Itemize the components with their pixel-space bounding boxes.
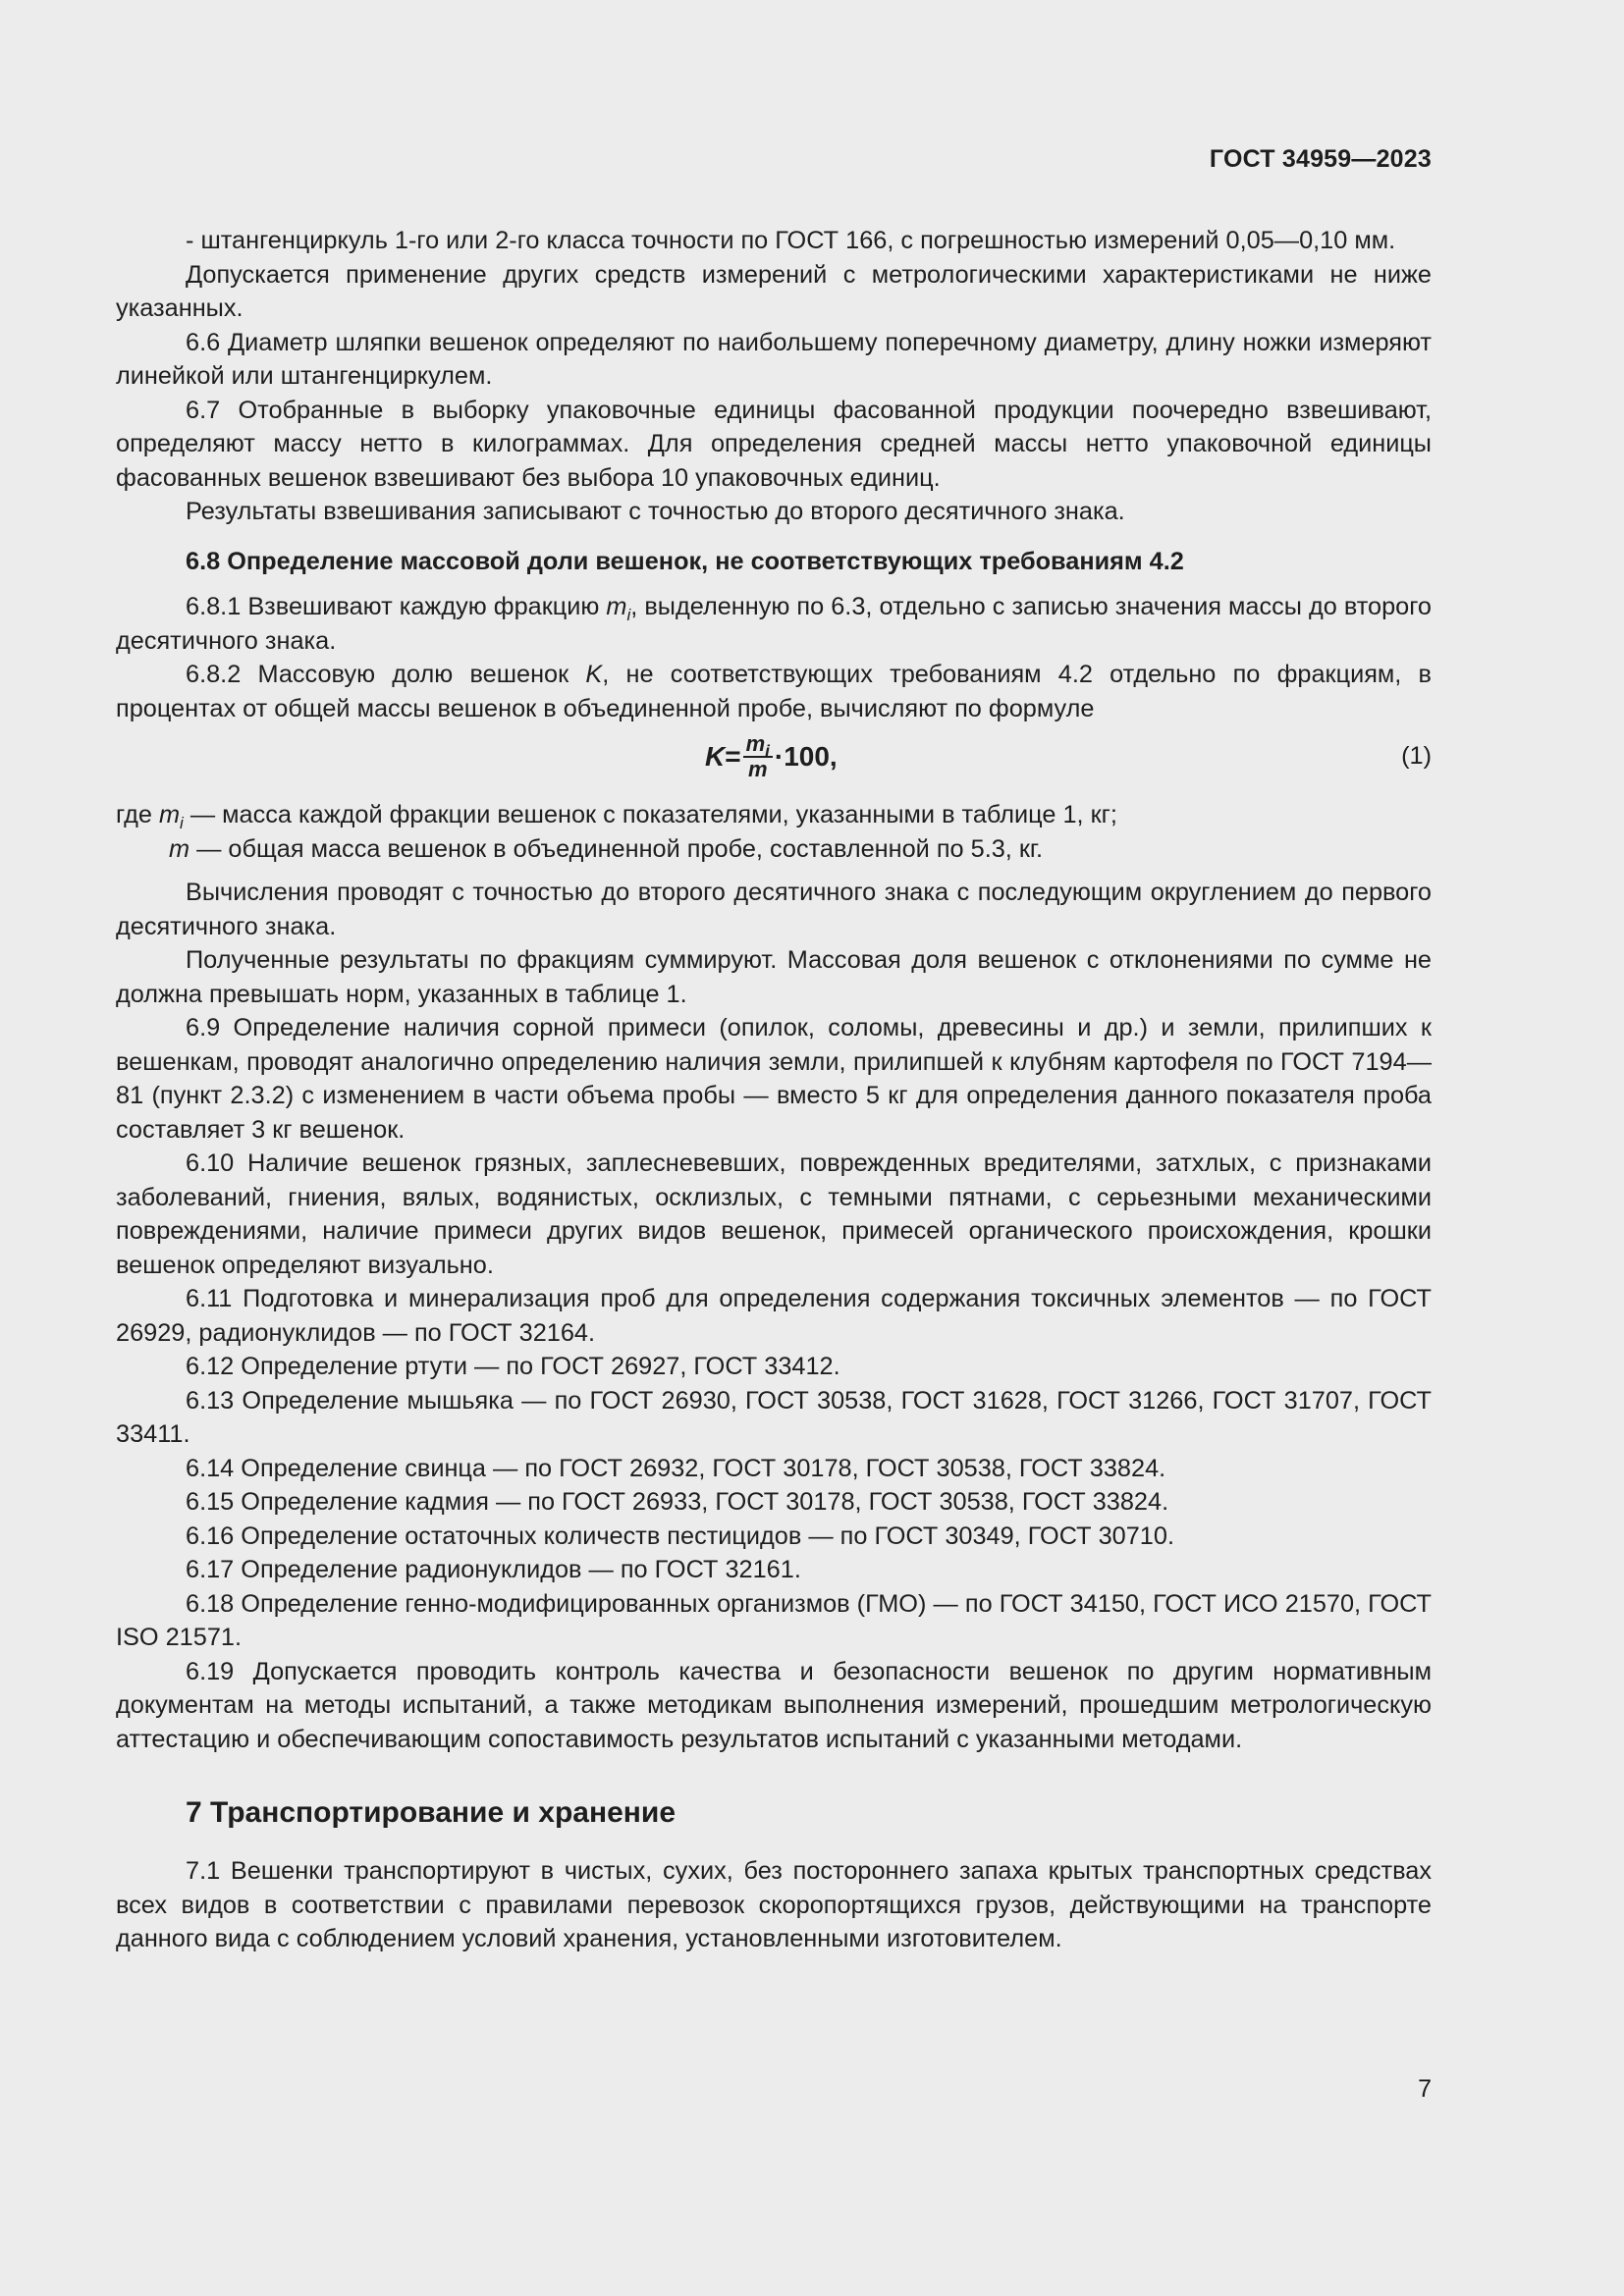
paragraph-6-7: 6.7 Отобранные в выборку упаковочные единицы фасованной продукции поочередно взвешивают, определяют массу нетто в килограммах. Для определения средней массы нетто упаковочной единицы фасованных вешенок взвешивают без выбора 10 упаковочных единиц. — [116, 396, 1432, 492]
formula: K = $\frac{m_i}{m}$ ·100, — [705, 731, 838, 781]
paragraph-6-13: 6.13 Определение мышьяка — по ГОСТ 26930, ГОСТ 30538, ГОСТ 31628, ГОСТ 31266, ГОСТ 31707, ГОСТ 33411. — [116, 1386, 1432, 1448]
paragraph-6-17: 6.17 Определение радионуклидов — по ГОСТ 32161. — [186, 1556, 801, 1583]
paragraph-6-16: 6.16 Определение остаточных количеств пестицидов — по ГОСТ 30349, ГОСТ 30710. — [186, 1522, 1174, 1550]
paragraph-rounding: Вычисления проводят с точностью до второго десятичного знака с последующим округлением до первого десятичного знака. — [116, 879, 1432, 940]
formula-number: (1) — [1401, 742, 1432, 770]
section-heading-7: 7 Транспортирование и хранение — [186, 1796, 677, 1829]
page-number: 7 — [1418, 2075, 1432, 2103]
paragraph-6-11: 6.11 Подготовка и минерализация проб для определения содержания токсичных элементов — по ГОСТ 26929, радионуклидов — по ГОСТ 32164. — [116, 1285, 1432, 1347]
paragraph-6-18: 6.18 Определение генно-модифицированных организмов (ГМО) — по ГОСТ 34150, ГОСТ ИСО 21570, ГОСТ ISO 21571. — [116, 1589, 1432, 1651]
paragraph-6-15: 6.15 Определение кадмия — по ГОСТ 26933, ГОСТ 30178, ГОСТ 30538, ГОСТ 33824. — [186, 1488, 1169, 1516]
paragraph-6-12: 6.12 Определение ртути — по ГОСТ 26927, ГОСТ 33412. — [186, 1353, 840, 1380]
formula-block — [116, 727, 1432, 798]
paragraph-6-14: 6.14 Определение свинца — по ГОСТ 26932, ГОСТ 30178, ГОСТ 30538, ГОСТ 33824. — [186, 1454, 1166, 1482]
document-page — [116, 0, 1432, 2296]
where-line-mi: где $m_i$ — масса каждой фракции вешенок с показателями, указанными в таблице 1, кг; — [116, 801, 1117, 833]
paragraph-caliper: - штангенциркуль 1-го или 2-го класса точности по ГОСТ 166, с погрешностью измерений 0,05—0,10 мм. — [186, 227, 1396, 254]
paragraph-other-instruments: Допускается применение других средств измерений с метрологическими характеристиками не ниже указанных. — [116, 260, 1432, 322]
document-header: ГОСТ 34959—2023 — [1209, 145, 1432, 173]
paragraph-6-8-1: 6.8.1 Взвешивают каждую фракцию $m_i$, выделенную по 6.3, отдельно с записью значения массы до второго десятичного знака. — [116, 593, 1432, 655]
paragraph-6-19: 6.19 Допускается проводить контроль качества и безопасности вешенок по другим нормативным документам на методы испытаний, а также методикам выполнения измерений, прошедшим метрологическую аттестацию и обеспечивающим сопоставимость результатов испытаний с указанными методами. — [116, 1657, 1432, 1753]
section-heading-6-8: 6.8 Определение массовой доли вешенок, не соответствующих требованиям 4.2 — [186, 547, 1184, 575]
paragraph-6-6: 6.6 Диаметр шляпки вешенок определяют по наибольшему поперечному диаметру, длину ножки измеряют линейкой или штангенциркулем. — [116, 328, 1432, 390]
paragraph-summation: Полученные результаты по фракциям суммируют. Массовая доля вешенок с отклонениями по сумме не должна превышать норм, указанных в таблице 1. — [116, 946, 1432, 1008]
paragraph-weighing-results: Результаты взвешивания записывают с точностью до второго десятичного знака. — [186, 498, 1125, 525]
paragraph-6-10: 6.10 Наличие вешенок грязных, заплесневевших, поврежденных вредителями, затхлых, с признаками заболеваний, гниения, вялых, водянистых, осклизлых, с темными пятнами, с серьезными механическими повреждениями, наличие примеси других видов вешенок, примесей органического происхождения, крошки вешенок определяют визуально. — [116, 1149, 1432, 1279]
where-line-m: m — общая масса вешенок в объединенной пробе, составленной по 5.3, кг. — [169, 834, 1044, 863]
paragraph-7-1: 7.1 Вешенки транспортируют в чистых, сухих, без постороннего запаха крытых транспортных средствах всех видов в соответствии с правилами перевозок скоропортящихся грузов, действующими на транспорте данного вида с соблюдением условий хранения, установленными изготовителем. — [116, 1857, 1432, 1952]
paragraph-6-8-2: 6.8.2 Массовую долю вешенок K, не соответствующих требованиям 4.2 отдельно по фракциям, в процентах от общей массы вешенок в объединенной пробе, вычисляют по формуле — [116, 661, 1432, 722]
document-body — [116, 224, 1432, 1956]
paragraph-6-9: 6.9 Определение наличия сорной примеси (опилок, соломы, древесины и др.) и земли, прилипших к вешенкам, проводят аналогично определению наличия земли, прилипшей к клубням картофеля по ГОСТ 7194—81 (пункт 2.3.2) с изменением в части объема пробы — вместо 5 кг для определения данного показателя проба составляет 3 кг вешенок. — [116, 1014, 1432, 1144]
formula-fraction: $\frac{m_i}{m}$ — [743, 733, 773, 780]
